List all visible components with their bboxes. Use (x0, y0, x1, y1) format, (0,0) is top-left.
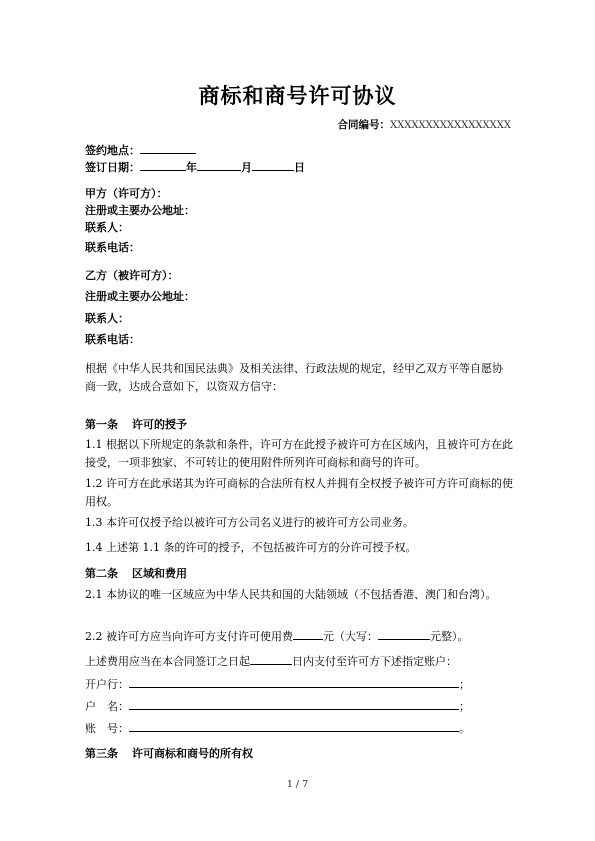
clause-1-2: 1.2 许可方在此承诺其为许可商标的合法所有权人并拥有全权授予被许可方许可商标的使用权。 (85, 477, 513, 508)
account-number-line (85, 719, 470, 736)
party-a-contact: 联系人： (85, 221, 129, 234)
year-label: 年 (186, 161, 197, 174)
day-blank (252, 158, 294, 171)
clause-2-2-text-a: 2.2 被许可方应当向许可方支付许可使用费 (85, 630, 293, 643)
clause-2-1: 2.1 本协议的唯一区域应为中华人民共和国的大陆领域（不包括香港、澳门和台湾）。 (85, 588, 497, 601)
bank-label: 开户行： (85, 678, 129, 691)
account-number-end: 。 (459, 722, 470, 735)
clause-2-2-text-b: 元（大写： (323, 630, 378, 643)
page-title: 商标和商号许可协议 (198, 84, 397, 108)
account-name-blank (129, 697, 459, 710)
account-number-label: 账 号： (85, 722, 129, 735)
clause-1-1: 1.1 根据以下所规定的条款和条件，许可方在此授予被许可方在区域内，且被许可方在此接受，一项非独家、不可转让的使用附件所列许可商标和商号的许可。 (85, 438, 513, 469)
article-3-title: 许可商标和商号的所有权 (132, 747, 253, 760)
payment-terms-text-b: 日内支付至许可方下述指定账户： (292, 655, 457, 668)
intro-paragraph: 根据《中华人民共和国民法典》及相关法律、行政法规的规定，经甲乙双方平等自愿协商一致，达成合意如下，以资双方信守： (85, 362, 503, 393)
contract-number (337, 117, 511, 132)
clause-1-4: 1.4 上述第 1.1 条的许可的授予，不包括被许可方的分许可授予权。 (85, 541, 417, 554)
sign-place-blank (140, 141, 196, 154)
fee-uppercase-blank (378, 627, 430, 640)
article-2-title: 区域和费用 (132, 567, 187, 580)
contract-number-label: 合同编号： (337, 119, 390, 131)
fee-amount-blank (293, 627, 323, 640)
clause-2-2 (85, 627, 469, 644)
party-b-title: 乙方（被许可方）： (85, 269, 179, 282)
payment-days-blank (250, 652, 292, 665)
account-name-label: 户 名： (85, 700, 129, 713)
clause-1-3: 1.3 本许可仅授予给以被许可方公司名义进行的被许可方公司业务。 (85, 516, 414, 529)
article-3-number: 第三条 (85, 747, 118, 760)
month-blank (197, 158, 241, 171)
account-number-blank (129, 719, 459, 732)
sign-date (85, 158, 305, 175)
page-number: 1 / 7 (286, 779, 309, 790)
party-b-address: 注册或主要办公地址： (85, 290, 195, 303)
month-label: 月 (241, 161, 252, 174)
article-1-number: 第一条 (85, 418, 118, 431)
sign-place (85, 141, 196, 158)
party-a-address: 注册或主要办公地址： (85, 204, 195, 217)
party-a-phone: 联系电话： (85, 241, 140, 254)
payment-terms-text-a: 上述费用应当在本合同签订之日起 (85, 655, 250, 668)
clause-2-2-text-c: 元整）。 (430, 630, 469, 643)
payment-terms (85, 652, 457, 669)
party-b-phone: 联系电话： (85, 333, 140, 346)
article-3-heading (85, 745, 253, 761)
article-2-heading (85, 565, 187, 581)
year-blank (140, 158, 186, 171)
account-name-line (85, 697, 470, 714)
sign-place-label: 签约地点： (85, 144, 140, 157)
account-name-end: ； (459, 700, 470, 713)
bank-line (85, 675, 470, 692)
bank-end: ； (459, 678, 470, 691)
article-1-title: 许可的授予 (132, 418, 187, 431)
party-b-contact: 联系人： (85, 312, 129, 325)
article-2-number: 第二条 (85, 567, 118, 580)
day-label: 日 (294, 161, 305, 174)
article-1-heading (85, 416, 187, 432)
contract-number-value: XXXXXXXXXXXXXXXXX (389, 120, 511, 131)
sign-date-label: 签订日期： (85, 161, 140, 174)
bank-blank (129, 675, 459, 688)
party-a-title: 甲方（许可方）： (85, 187, 168, 200)
